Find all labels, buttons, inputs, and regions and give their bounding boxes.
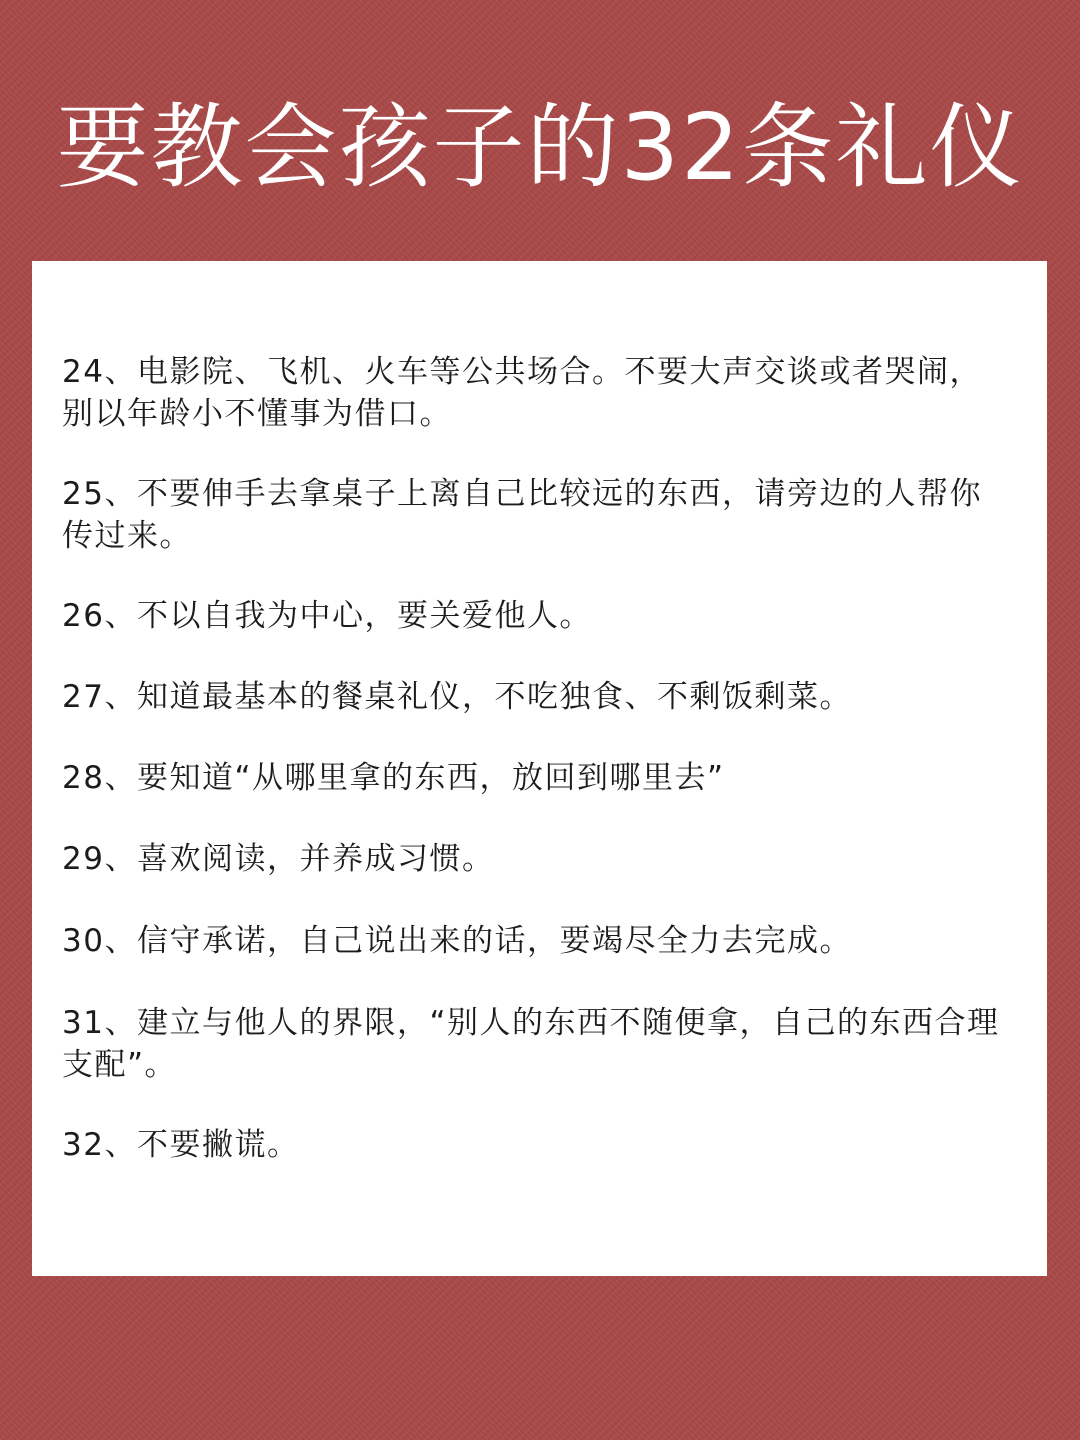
rule-item-29: 29、喜欢阅读，并养成习惯。 bbox=[62, 841, 495, 877]
rule-item-24: 24、电影院、飞机、火车等公共场合。不要大声交谈或者哭闹，别以年龄小不懂事为借口。 bbox=[62, 354, 982, 432]
rule-item-31: 31、建立与他人的界限，“别人的东西不随便拿，自己的东西合理支配”。 bbox=[62, 1005, 1000, 1083]
rule-item-30: 30、信守承诺，自己说出来的话，要竭尽全力去完成。 bbox=[62, 923, 852, 959]
page-title: 要教会孩子的32条礼仪 bbox=[56, 94, 1024, 201]
rule-item-25: 25、不要伸手去拿桌子上离自己比较远的东西，请旁边的人帮你传过来。 bbox=[62, 476, 982, 554]
rule-item-28: 28、要知道“从哪里拿的东西，放回到哪里去” bbox=[62, 760, 725, 796]
content-card bbox=[32, 261, 1047, 1276]
rule-item-26: 26、不以自我为中心，要关爱他人。 bbox=[62, 598, 592, 634]
rule-item-27: 27、知道最基本的餐桌礼仪，不吃独食、不剩饭剩菜。 bbox=[62, 679, 852, 715]
rule-item-32: 32、不要撇谎。 bbox=[62, 1127, 300, 1163]
